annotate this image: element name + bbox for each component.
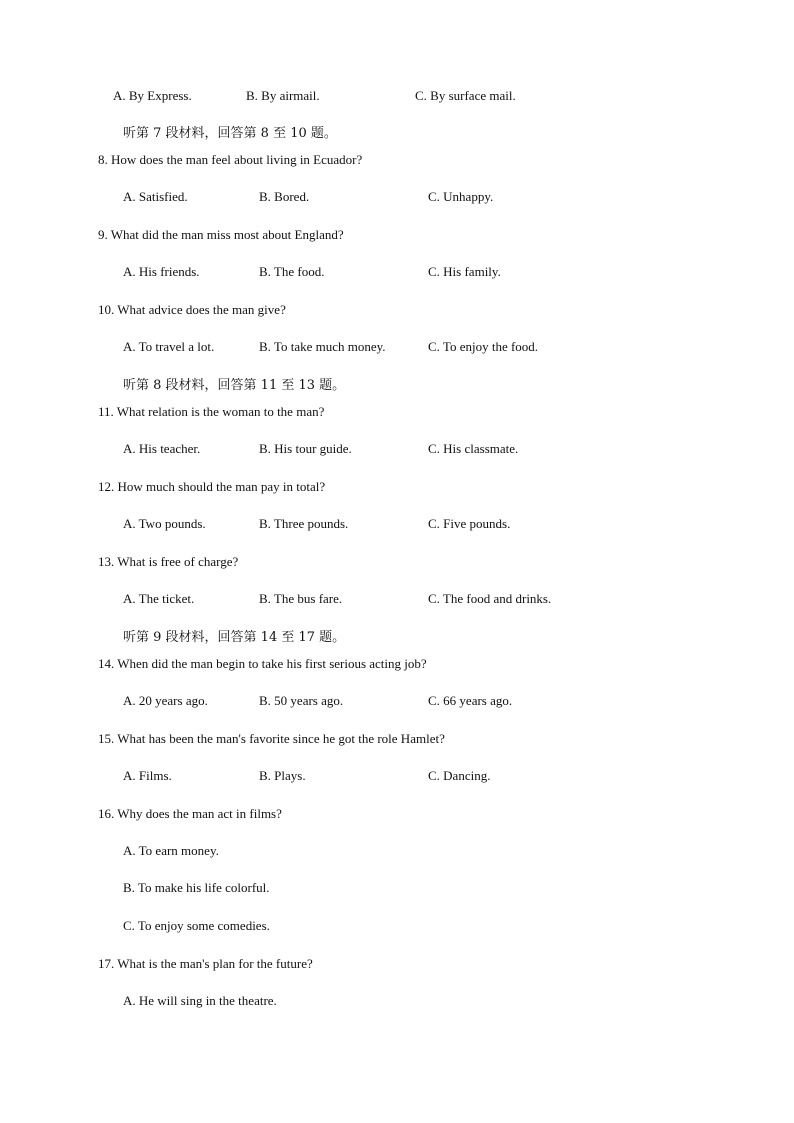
- question-11: 11. What relation is the woman to the man?: [98, 404, 325, 419]
- option-c: C. The food and drinks.: [428, 591, 552, 606]
- question-17: 17. What is the man's plan for the future?: [98, 956, 313, 971]
- section-instruction: 听第 9 段材料，回答第 14 至 17 题。: [123, 630, 346, 645]
- option-c: C. Dancing.: [428, 768, 491, 783]
- option-b: B. To make his life colorful.: [123, 880, 270, 895]
- option-c: C. Five pounds.: [428, 516, 511, 531]
- option-a: A. The ticket.: [123, 591, 195, 606]
- question-10: 10. What advice does the man give?: [98, 302, 286, 317]
- question-13: 13. What is free of charge?: [98, 554, 239, 569]
- option-c: C. His classmate.: [428, 441, 519, 456]
- option-a: A. 20 years ago.: [123, 693, 208, 708]
- option-a: A. His teacher.: [123, 441, 201, 456]
- option-a: A. Two pounds.: [123, 516, 206, 531]
- question-15: 15. What has been the man's favorite since he got the role Hamlet?: [98, 731, 445, 746]
- option-a: A. Films.: [123, 768, 172, 783]
- option-b: B. To take much money.: [259, 339, 386, 354]
- option-c: C. To enjoy the food.: [428, 339, 539, 354]
- option-a: A. To earn money.: [123, 843, 219, 858]
- option-b: B. His tour guide.: [259, 441, 352, 456]
- section-instruction: 听第 7 段材料，回答第 8 至 10 题。: [123, 126, 337, 141]
- question-9: 9. What did the man miss most about England?: [98, 227, 344, 242]
- option-b: B. 50 years ago.: [259, 693, 344, 708]
- option-b: B. The food.: [259, 264, 325, 279]
- option-c: C. 66 years ago.: [428, 693, 513, 708]
- question-8: 8. How does the man feel about living in Ecuador?: [98, 152, 363, 167]
- option-b: B. Bored.: [259, 189, 310, 204]
- option-a: A. His friends.: [123, 264, 200, 279]
- option-a: A. By Express.: [113, 88, 192, 103]
- question-14: 14. When did the man begin to take his first serious acting job?: [98, 656, 427, 671]
- option-c: C. Unhappy.: [428, 189, 494, 204]
- option-b: B. Three pounds.: [259, 516, 349, 531]
- question-12: 12. How much should the man pay in total?: [98, 479, 326, 494]
- option-c: C. His family.: [428, 264, 501, 279]
- option-b: B. By airmail.: [246, 88, 320, 103]
- option-b: B. The bus fare.: [259, 591, 343, 606]
- option-a: A. He will sing in the theatre.: [123, 993, 277, 1008]
- option-c: C. To enjoy some comedies.: [123, 918, 270, 933]
- section-instruction: 听第 8 段材料，回答第 11 至 13 题。: [123, 378, 346, 393]
- option-c: C. By surface mail.: [415, 88, 516, 103]
- option-b: B. Plays.: [259, 768, 306, 783]
- option-a: A. To travel a lot.: [123, 339, 215, 354]
- option-a: A. Satisfied.: [123, 189, 188, 204]
- question-16: 16. Why does the man act in films?: [98, 806, 282, 821]
